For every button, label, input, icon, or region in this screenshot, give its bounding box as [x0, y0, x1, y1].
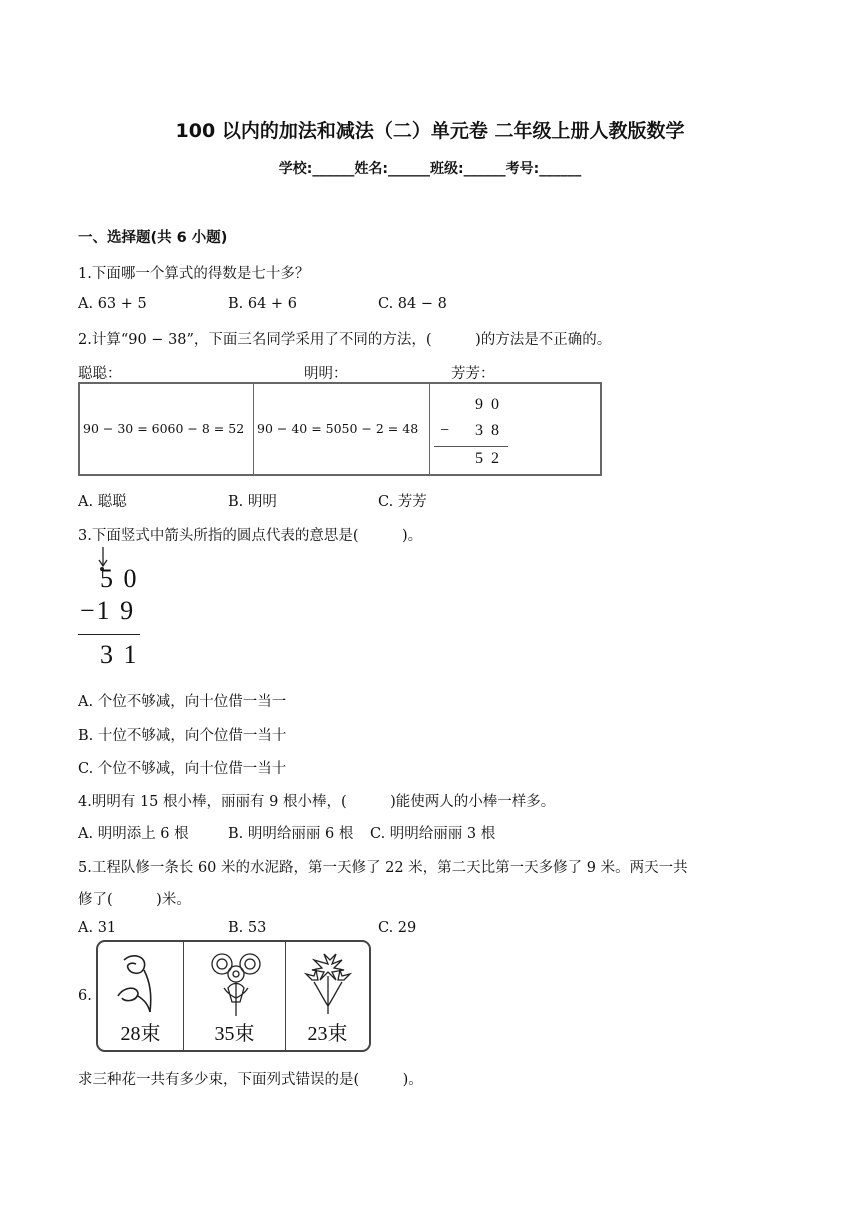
- vertical-minus: −: [440, 422, 450, 439]
- q4-option-a: A. 明明添上 6 根: [78, 826, 189, 842]
- method-congcong: 90 − 30 = 6060 − 8 = 52: [83, 421, 245, 436]
- flower-panel: [96, 940, 371, 1052]
- student-info-line: 学校:______姓名:______班级:______考号:______: [278, 161, 582, 177]
- q3-option-a: A. 个位不够减，向十位借一当一: [78, 694, 287, 710]
- q2-option-b: B. 明明: [228, 494, 277, 510]
- method-mingming: 90 − 40 = 5050 − 2 = 48: [257, 421, 419, 436]
- flower-count-1: 28束: [120, 1023, 161, 1045]
- q3-vertical-top: 5 0: [100, 564, 139, 593]
- vertical-bottom: 3 8: [475, 422, 501, 439]
- q1-option-a: A. 63 + 5: [78, 296, 147, 312]
- question-6-number: 6.: [78, 988, 92, 1004]
- page-title: 100 以内的加法和减法（二）单元卷 二年级上册人教版数学: [175, 120, 685, 142]
- name-fangfang: 芳芳：: [451, 366, 495, 382]
- q3-vertical-divider: [78, 634, 140, 635]
- flower-count-3: 23束: [307, 1023, 348, 1045]
- q1-option-c: C. 84 − 8: [378, 296, 447, 312]
- q1-option-b: B. 64 + 6: [228, 296, 297, 312]
- flower-cell-3: [286, 942, 369, 1050]
- q3-vertical-result: 3 1: [100, 640, 139, 669]
- methods-table: [78, 382, 602, 476]
- flower-cell-2: [184, 942, 286, 1050]
- q3-vertical-bottom: −1 9: [80, 596, 136, 625]
- q3-option-b: B. 十位不够减，向个位借一当十: [78, 728, 287, 744]
- q2-option-a: A. 聪聪: [78, 494, 127, 510]
- q5-option-c: C. 29: [378, 920, 417, 936]
- section-title: 一、选择题(共 6 小题): [78, 230, 228, 246]
- method-cell-fangfang: [430, 384, 600, 474]
- question-2: 2.计算“90 − 38”，下面三名同学采用了不同的方法，( )的方法是不正确的。: [78, 332, 612, 348]
- question-6-text: 求三种花一共有多少束，下面列式错误的是( )。: [78, 1072, 423, 1088]
- q3-option-c: C. 个位不够减，向十位借一当十: [78, 761, 287, 777]
- q4-option-c: C. 明明给丽丽 3 根: [370, 826, 496, 842]
- chrysanthemum-icon: [204, 948, 268, 1018]
- calla-lily-icon: [114, 952, 166, 1016]
- question-5-line1: 5.工程队修一条长 60 米的水泥路，第一天修了 22 米，第二天比第一天多修了 9 米。两天一共: [78, 860, 688, 876]
- q4-option-b: B. 明明给丽丽 6 根: [228, 826, 354, 842]
- method-cell-congcong: [80, 384, 254, 474]
- name-congcong: 聪聪：: [78, 366, 122, 382]
- lily-icon: [300, 950, 356, 1016]
- vertical-divider: [434, 446, 508, 447]
- vertical-result: 5 2: [475, 450, 501, 467]
- question-4: 4.明明有 15 根小棒，丽丽有 9 根小棒，( )能使两人的小棒一样多。: [78, 794, 556, 810]
- question-3: 3.下面竖式中箭头所指的圆点代表的意思是( )。: [78, 528, 423, 544]
- flower-count-2: 35束: [214, 1023, 255, 1045]
- method-cell-mingming: [254, 384, 430, 474]
- question-5-line2: 修了( )米。: [78, 892, 191, 908]
- vertical-top: 9 0: [475, 396, 501, 413]
- question-1: 1.下面哪一个算式的得数是七十多？: [78, 266, 310, 282]
- q5-option-b: B. 53: [228, 920, 267, 936]
- flower-cell-1: [98, 942, 184, 1050]
- name-mingming: 明明：: [304, 366, 348, 382]
- q2-option-c: C. 芳芳: [378, 494, 427, 510]
- q5-option-a: A. 31: [78, 920, 117, 936]
